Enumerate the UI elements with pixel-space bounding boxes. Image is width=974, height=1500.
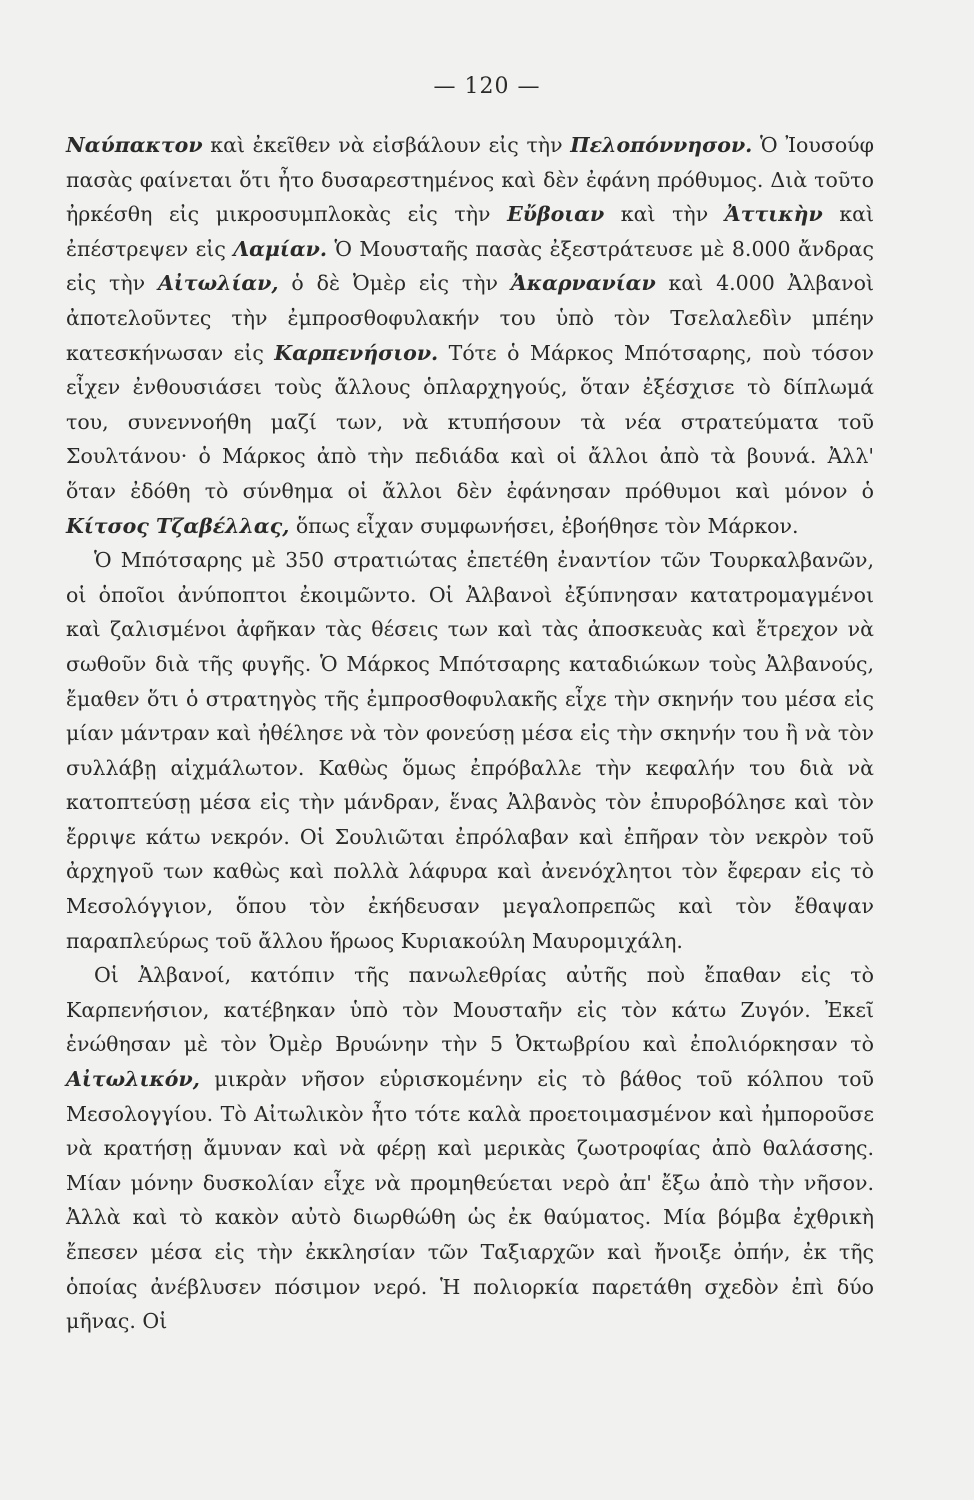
text-run: μικρὰν νῆσον εὑρισκομένην εἰς τὸ βάθος τοῦ κόλπου τοῦ Μεσολογγίου. Τὸ Αἰτωλικὸν ἦτο τότε καλὰ προετοιμασμένον καὶ ἠμποροῦσε νὰ κρατήσῃ ἄμυναν καὶ νὰ φέρῃ καὶ μερικὰς ζωοτροφίας ἀπὸ θαλάσσης. Μίαν μόνην δυσκολίαν εἶχε νὰ προμηθεύεται νερὸ ἀπ' ἔξω ἀπὸ τὴν νῆσον. Ἀλλὰ καὶ τὸ κακὸν αὐτὸ διωρθώθη ὡς ἐκ θαύματος. Μία βόμβα ἐχθρικὴ ἔπεσεν μέσα εἰς τὴν ἐκκλησίαν τῶν Ταξιαρχῶν καὶ ἤνοιξε ὀπήν, ἐκ τῆς ὁποίας ἀνέβλυσεν πόσιμον νερό. Ἡ πολιορκία παρετάθη σχεδὸν ἐπὶ δύο μῆνας. Οἱ — [66, 1067, 874, 1334]
text-run: ὅπως εἶχαν συμφωνήσει, ἐβοήθησε τὸν Μάρκον. — [289, 513, 799, 538]
emphasized-term: Αἰτωλικόν, — [66, 1067, 200, 1092]
emphasized-term: Ναύπακτον — [66, 133, 203, 157]
text-run: καὶ ἐκεῖθεν νὰ εἰσβάλουν εἰς τὴν — [202, 133, 571, 157]
text-run: Ὁ Ἰουσούφ πασὰς φαίνεται ὅτι ἦτο δυσαρεστημένος καὶ δὲν ἐφάνη πρόθυμος. Διὰ τοῦτο ἠρκέσθη εἰς μικροσυμπλοκὰς εἰς τὴν — [66, 133, 874, 227]
text-run: καὶ 4.000 Ἀλβανοὶ ἀποτελοῦντες τὴν ἐμπροσθοφυλακήν του ὑπὸ τὸν Τσελαλεδὶν μπέην κατεσκήνωσαν εἰς — [66, 271, 874, 365]
text-run: Ὁ Μπότσαρης μὲ 350 στρατιώτας ἐπετέθη ἐναντίον τῶν Τουρκαλβανῶν, οἱ ὁποῖοι ἀνύποπτοι ἐκοιμῶντο. Οἱ Ἀλβανοὶ ἐξύπνησαν κατατρομαγμένοι καὶ ζαλισμένοι ἀφῆκαν τὰς θέσεις των καὶ τὰς ἀποσκευὰς καὶ ἔτρεχον νὰ σωθοῦν διὰ τῆς φυγῆς. Ὁ Μάρκος Μπότσαρης καταδιώκων τοὺς Ἀλβανούς, ἔμαθεν ὅτι ὁ στρατηγὸς τῆς ἐμπροσθοφυλακῆς εἶχε τὴν σκηνήν του μέσα εἰς μίαν μάντραν καὶ ἠθέλησε νὰ τὸν φονεύσῃ μέσα εἰς τὴν σκηνήν του ἢ νὰ τὸν συλλάβῃ αἰχμάλωτον. Καθὼς ὅμως ἐπρόβαλλε τὴν κεφαλήν του διὰ νὰ κατοπτεύσῃ μέσα εἰς τὴν μάνδραν, ἕνας Ἀλβανὸς τὸν ἐπυροβόλησε καὶ τὸν ἔρριψε κάτω νεκρόν. Οἱ Σουλιῶται ἐπρόλαβαν καὶ ἐπῆραν τὸν νεκρὸν τοῦ ἀρχηγοῦ των καθὼς καὶ πολλὰ λάφυρα καὶ ἀνενόχλητοι τὸν ἔφεραν εἰς τὸ Μεσολόγγιον, ὅπου τὸν ἐκήδευσαν μεγαλοπρεπῶς καὶ τὸν ἔθαψαν παραπλεύρως τοῦ ἄλλου ἥρωος Κυριακούλη Μαυρομιχάλη. — [66, 548, 874, 953]
body-text — [66, 128, 874, 1339]
emphasized-term: Λαμίαν. — [233, 236, 327, 261]
emphasized-term: Ἀττικὴν — [724, 202, 823, 227]
text-run: Οἱ Ἀλβανοί, κατόπιν τῆς πανωλεθρίας αὐτῆς ποὺ ἔπαθαν εἰς τὸ Καρπενήσιον, κατέβηκαν ὑπὸ τὸν Μουσταῆν εἰς τὸν κάτω Ζυγόν. Ἐκεῖ ἑνώθησαν μὲ τὸν Ὀμὲρ Βρυώνην τὴν 5 Ὀκτωβρίου καὶ ἐπολιόρκησαν τὸ — [66, 963, 874, 1057]
emphasized-term: Πελοπόννησον. — [570, 133, 753, 157]
emphasized-term: Εὔβοιαν — [507, 202, 605, 227]
emphasized-term: Κίτσος Τζαβέλλας, — [66, 513, 290, 538]
emphasized-term: Ἀκαρνανίαν — [510, 271, 656, 296]
emphasized-term: Αἰτωλίαν, — [157, 271, 279, 296]
text-run: ὁ δὲ Ὀμὲρ εἰς τὴν — [278, 271, 511, 296]
text-run: Τότε ὁ Μάρκος Μπότσαρης, ποὺ τόσον εἶχεν ἐνθουσιάσει τοὺς ἄλλους ὁπλαρχηγούς, ὅταν ἐξέσχισε τὸ δίπλωμά του, συνεννοήθη μαζί των, νὰ κτυπήσουν τὰ νέα στρατεύματα τοῦ Σουλτάνου· ὁ Μάρκος ἀπὸ τὴν πεδιάδα καὶ οἱ ἄλλοι ἀπὸ τὰ βουνά. Ἀλλ' ὅταν ἐδόθη τὸ σύνθημα οἱ ἄλλοι δὲν ἐφάνησαν πρόθυμοι καὶ μόνον ὁ — [66, 340, 875, 503]
page-number: — 120 — — [433, 74, 541, 99]
paragraph — [66, 543, 874, 958]
text-run: καὶ ἐπέστρεψεν εἰς — [66, 202, 875, 261]
text-run: καὶ τὴν — [604, 202, 725, 227]
paragraph — [66, 128, 874, 543]
paragraph — [66, 958, 874, 1339]
emphasized-term: Καρπενήσιον. — [274, 340, 439, 365]
text-run: Ὁ Μουσταῆς πασὰς ἐξεστράτευσε μὲ 8.000 ἄνδρας εἰς τὴν — [66, 236, 874, 296]
